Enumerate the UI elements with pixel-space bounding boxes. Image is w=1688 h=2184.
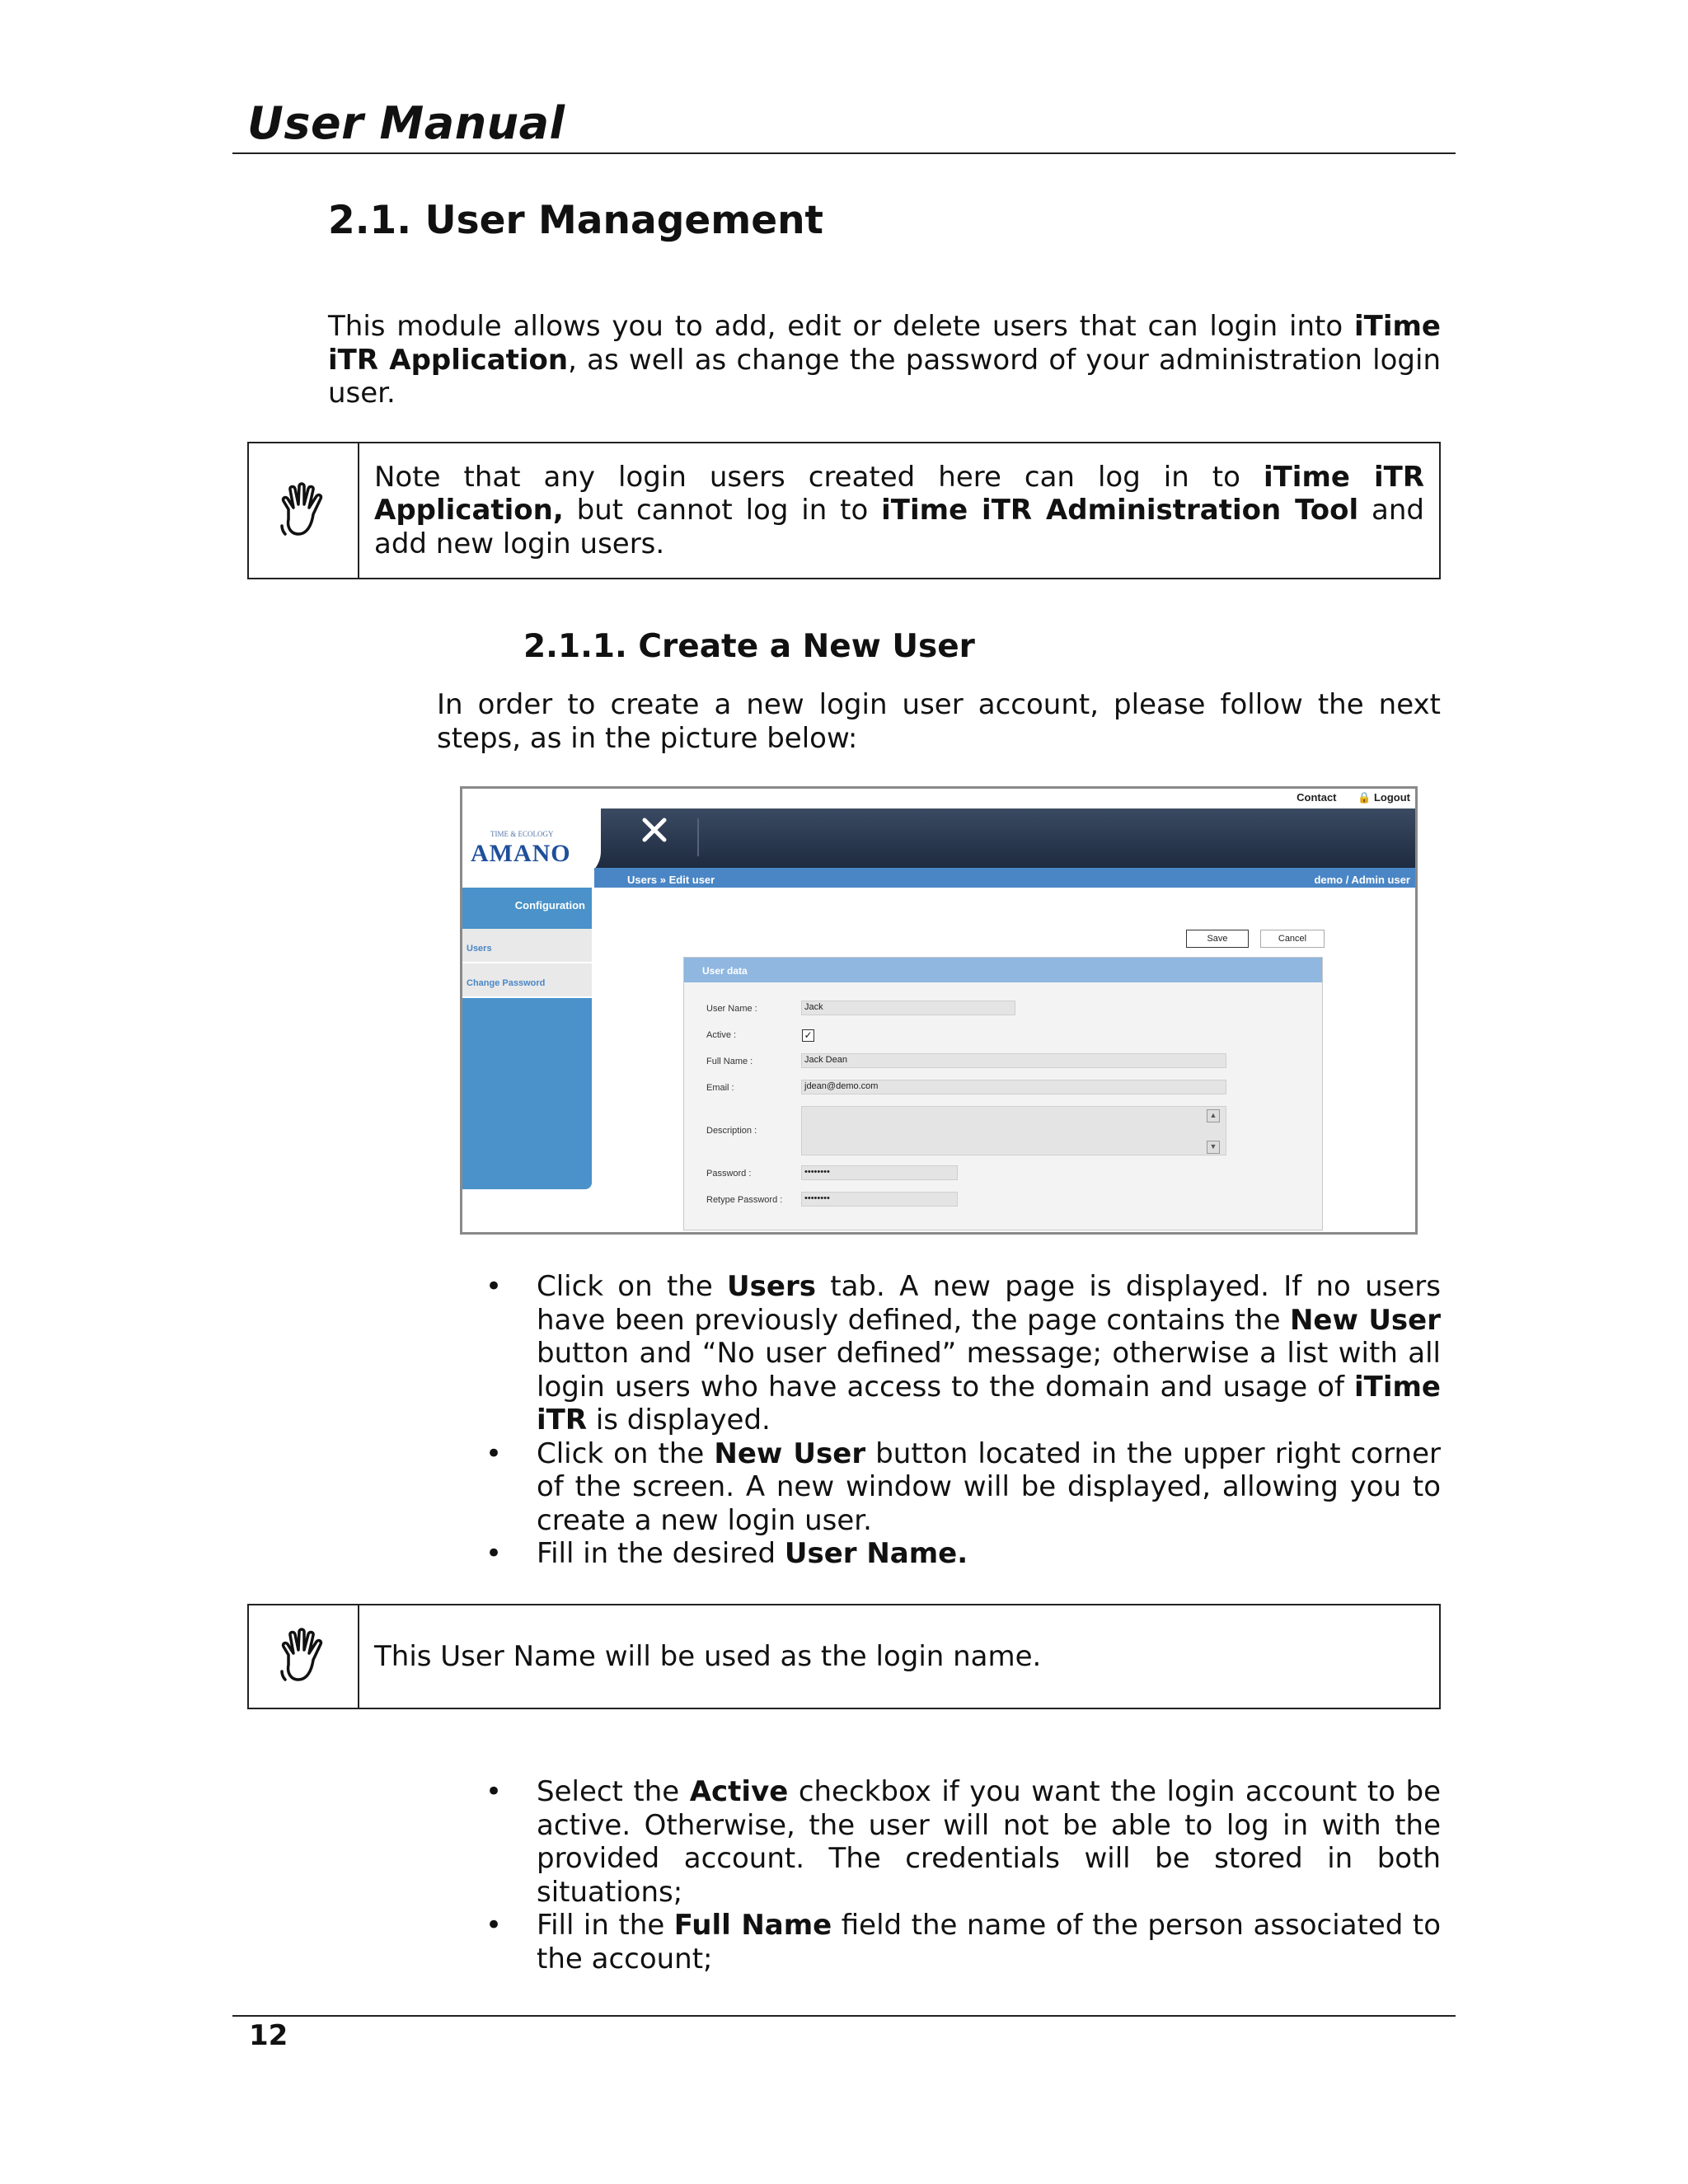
section-intro: This module allows you to add, edit or delete users that can login into iTime iTR Application, as well as change the password of your administration login user. [328, 310, 1441, 410]
password-field[interactable]: •••••••• [801, 1165, 958, 1180]
list-item: • Fill in the desired User Name. [485, 1537, 968, 1570]
user-data-form [683, 957, 1323, 1230]
sidebar-item-users[interactable]: Users [462, 929, 592, 963]
breadcrumb-bar [594, 868, 1415, 888]
save-button[interactable]: Save [1186, 930, 1249, 948]
form-title: User data [684, 958, 1322, 982]
retype-password-field[interactable]: •••••••• [801, 1192, 958, 1207]
footer-rule [232, 2015, 1456, 2017]
steps-list [485, 1270, 1442, 1571]
sidebar-item-change-password[interactable]: Change Password [462, 963, 592, 998]
breadcrumb[interactable]: Users » Edit user [627, 874, 715, 886]
full-name-label: Full Name : [706, 1057, 753, 1066]
description-field[interactable] [801, 1106, 1226, 1155]
active-checkbox[interactable]: ✓ [802, 1029, 814, 1042]
cancel-button[interactable]: Cancel [1260, 930, 1325, 948]
list-item: • Select the Active checkbox if you want the login account to be active. Otherwise, the user will not be able to log in with the provided account. The credentials will be stored in both situations; [485, 1775, 1441, 1909]
user-name-label: User Name : [706, 1004, 757, 1014]
active-label: Active : [706, 1030, 737, 1040]
description-label: Description : [706, 1126, 757, 1136]
scroll-up-icon[interactable]: ▲ [1207, 1109, 1220, 1122]
password-label: Password : [706, 1169, 752, 1179]
lock-icon: 🔒 [1357, 791, 1372, 804]
contact-link[interactable]: Contact [1296, 791, 1337, 804]
application-screenshot [460, 786, 1418, 1235]
amano-logo: AMANO [471, 840, 571, 867]
retype-password-label: Retype Password : [706, 1195, 783, 1205]
list-item: • Click on the Users tab. A new page is displayed. If no users have been previously defined, the page contains the New User button and “No user defined” message; otherwise a list with all login users who have access to the domain and usage of iTime iTR is displayed. [485, 1270, 1441, 1436]
note-text: Note that any login users created here can log in to iTime iTR Application, but cannot log in to iTime iTR Administration Tool and add new login users. [374, 460, 1425, 560]
list-item: • Click on the New User button located in the upper right corner of the screen. A new window will be displayed, allowing you to create a new login user. [485, 1436, 1442, 1537]
tools-icon[interactable] [634, 813, 675, 855]
top-strip [462, 789, 1415, 808]
scroll-down-icon[interactable]: ▼ [1207, 1141, 1220, 1154]
header-rule [232, 152, 1456, 154]
nav-separator [697, 818, 699, 856]
manual-title: User Manual [247, 97, 565, 149]
page-number: 12 [249, 2019, 288, 2052]
logout-link[interactable]: 🔒 Logout [1357, 791, 1410, 804]
note-box [247, 1604, 1441, 1709]
logo-area [462, 808, 601, 879]
list-item: • Fill in the Full Name field the name of the person associated to the account; [485, 1909, 1441, 1975]
sidebar-heading: Configuration [514, 899, 585, 912]
logo-tagline: TIME & ECOLOGY [490, 830, 554, 838]
full-name-field[interactable]: Jack Dean [801, 1053, 1226, 1068]
note-text: This User Name will be used as the login name. [374, 1639, 1042, 1673]
top-links [1278, 791, 1410, 804]
note-box [247, 442, 1441, 579]
subsection-heading: 2.1.1. Create a New User [523, 628, 975, 665]
email-label: Email : [706, 1083, 734, 1093]
email-field[interactable]: jdean@demo.com [801, 1080, 1226, 1094]
hand-icon [249, 443, 359, 578]
hand-icon [249, 1605, 359, 1708]
subsection-intro: In order to create a new login user account, please follow the next steps, as in the picture below: [437, 688, 1441, 755]
user-info[interactable]: demo / Admin user [1314, 874, 1410, 886]
nav-bar [594, 808, 1415, 868]
user-name-field[interactable]: Jack [801, 1001, 1015, 1015]
section-heading: 2.1. User Management [328, 198, 823, 243]
steps-list-continued [485, 1775, 1441, 1975]
